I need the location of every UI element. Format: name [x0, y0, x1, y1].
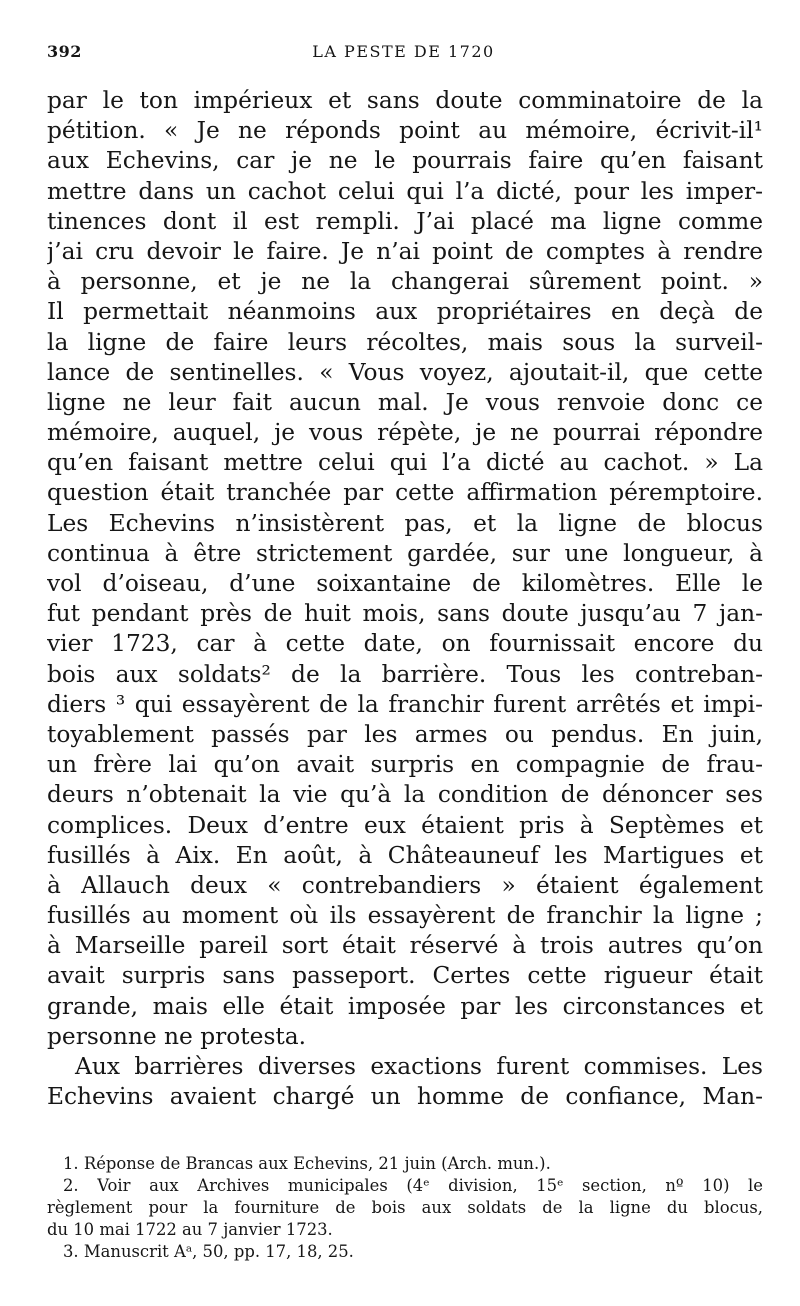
running-title: LA PESTE DE 1720	[312, 42, 495, 61]
page-number: 392	[47, 42, 82, 61]
body-text	[47, 86, 763, 1112]
text-line: mettre dans un cachot celui qui l’a dicté, pour les imper-	[47, 177, 763, 205]
text-line: Aux barrières diverses exactions furent commises. Les	[75, 1053, 763, 1080]
text-line: complices. Deux d’entre eux étaient pris à Septèmes et	[47, 811, 763, 839]
text-line: lance de sentinelles. « Vous voyez, ajoutait-il, que cette	[47, 358, 763, 386]
text-line: vol d’oiseau, d’une soixantaine de kilomètres. Elle le	[47, 570, 763, 597]
text-line: fusillés à Aix. En août, à Châteauneuf les Martigues et	[47, 841, 763, 869]
text-line: Il permettait néanmoins aux propriétaires en deçà de	[47, 298, 763, 326]
text-line: à Marseille pareil sort était réservé à trois autres qu’on	[47, 932, 763, 960]
text-line: continua à être strictement gardée, sur une longueur, à	[47, 539, 763, 567]
text-line: fusillés au moment où ils essayèrent de franchir la ligne ;	[47, 902, 763, 930]
footnote: 3. Manuscrit Aᵃ, 50, pp. 17, 18, 25.	[63, 1242, 354, 1261]
footnote: 1. Réponse de Brancas aux Echevins, 21 juin (Arch. mun.).	[63, 1154, 551, 1173]
footnote: du 10 mai 1722 au 7 janvier 1723.	[47, 1220, 333, 1239]
text-line: avait surpris sans passeport. Certes cette rigueur était	[47, 962, 763, 990]
text-line: à Allauch deux « contrebandiers » étaient également	[47, 871, 763, 899]
text-line: Les Echevins n’insistèrent pas, et la ligne de blocus	[47, 509, 763, 537]
text-line: ligne ne leur fait aucun mal. Je vous renvoie donc ce	[47, 388, 763, 416]
text-line: pétition. « Je ne réponds point au mémoire, écrivit-il¹	[47, 117, 763, 145]
text-line: à personne, et je ne la changerai sûrement point. »	[47, 268, 763, 296]
footnote: 2. Voir aux Archives municipales (4ᵉ division, 15ᵉ section, nº 10) le	[63, 1176, 763, 1195]
text-line: grande, mais elle était imposée par les circonstances et	[47, 992, 763, 1020]
text-line: fut pendant près de huit mois, sans doute jusqu’au 7 jan-	[47, 600, 763, 628]
text-line: bois aux soldats² de la barrière. Tous les contreban-	[47, 660, 763, 688]
footnotes	[47, 1153, 763, 1263]
text-line: tinences dont il est rempli. J’ai placé ma ligne comme	[47, 207, 763, 235]
text-line: mémoire, auquel, je vous répète, je ne pourrai répondre	[47, 419, 763, 447]
text-line: personne ne protesta.	[47, 1022, 307, 1050]
text-line: vier 1723, car à cette date, on fournissait encore du	[47, 630, 763, 658]
text-line: Echevins avaient chargé un homme de confiance, Man-	[47, 1083, 763, 1111]
text-line: la ligne de faire leurs récoltes, mais sous la surveil-	[47, 328, 763, 356]
text-line: un frère lai qu’on avait surpris en compagnie de frau-	[47, 751, 763, 779]
text-line: qu’en faisant mettre celui qui l’a dicté au cachot. » La	[47, 449, 763, 477]
text-line: j’ai cru devoir le faire. Je n’ai point de comptes à rendre	[47, 237, 763, 265]
text-line: par le ton impérieux et sans doute comminatoire de la	[47, 87, 763, 114]
footnote: règlement pour la fourniture de bois aux soldats de la ligne du blocus,	[47, 1198, 763, 1217]
text-line: toyablement passés par les armes ou pendus. En juin,	[47, 720, 763, 748]
text-line: deurs n’obtenait la vie qu’à la condition de dénoncer ses	[47, 781, 763, 809]
page-header	[47, 38, 760, 64]
text-line: question était tranchée par cette affirmation péremptoire.	[47, 479, 763, 507]
text-line: aux Echevins, car je ne le pourrais faire qu’en faisant	[47, 147, 763, 175]
text-line: diers ³ qui essayèrent de la franchir furent arrêtés et impi-	[47, 690, 763, 718]
